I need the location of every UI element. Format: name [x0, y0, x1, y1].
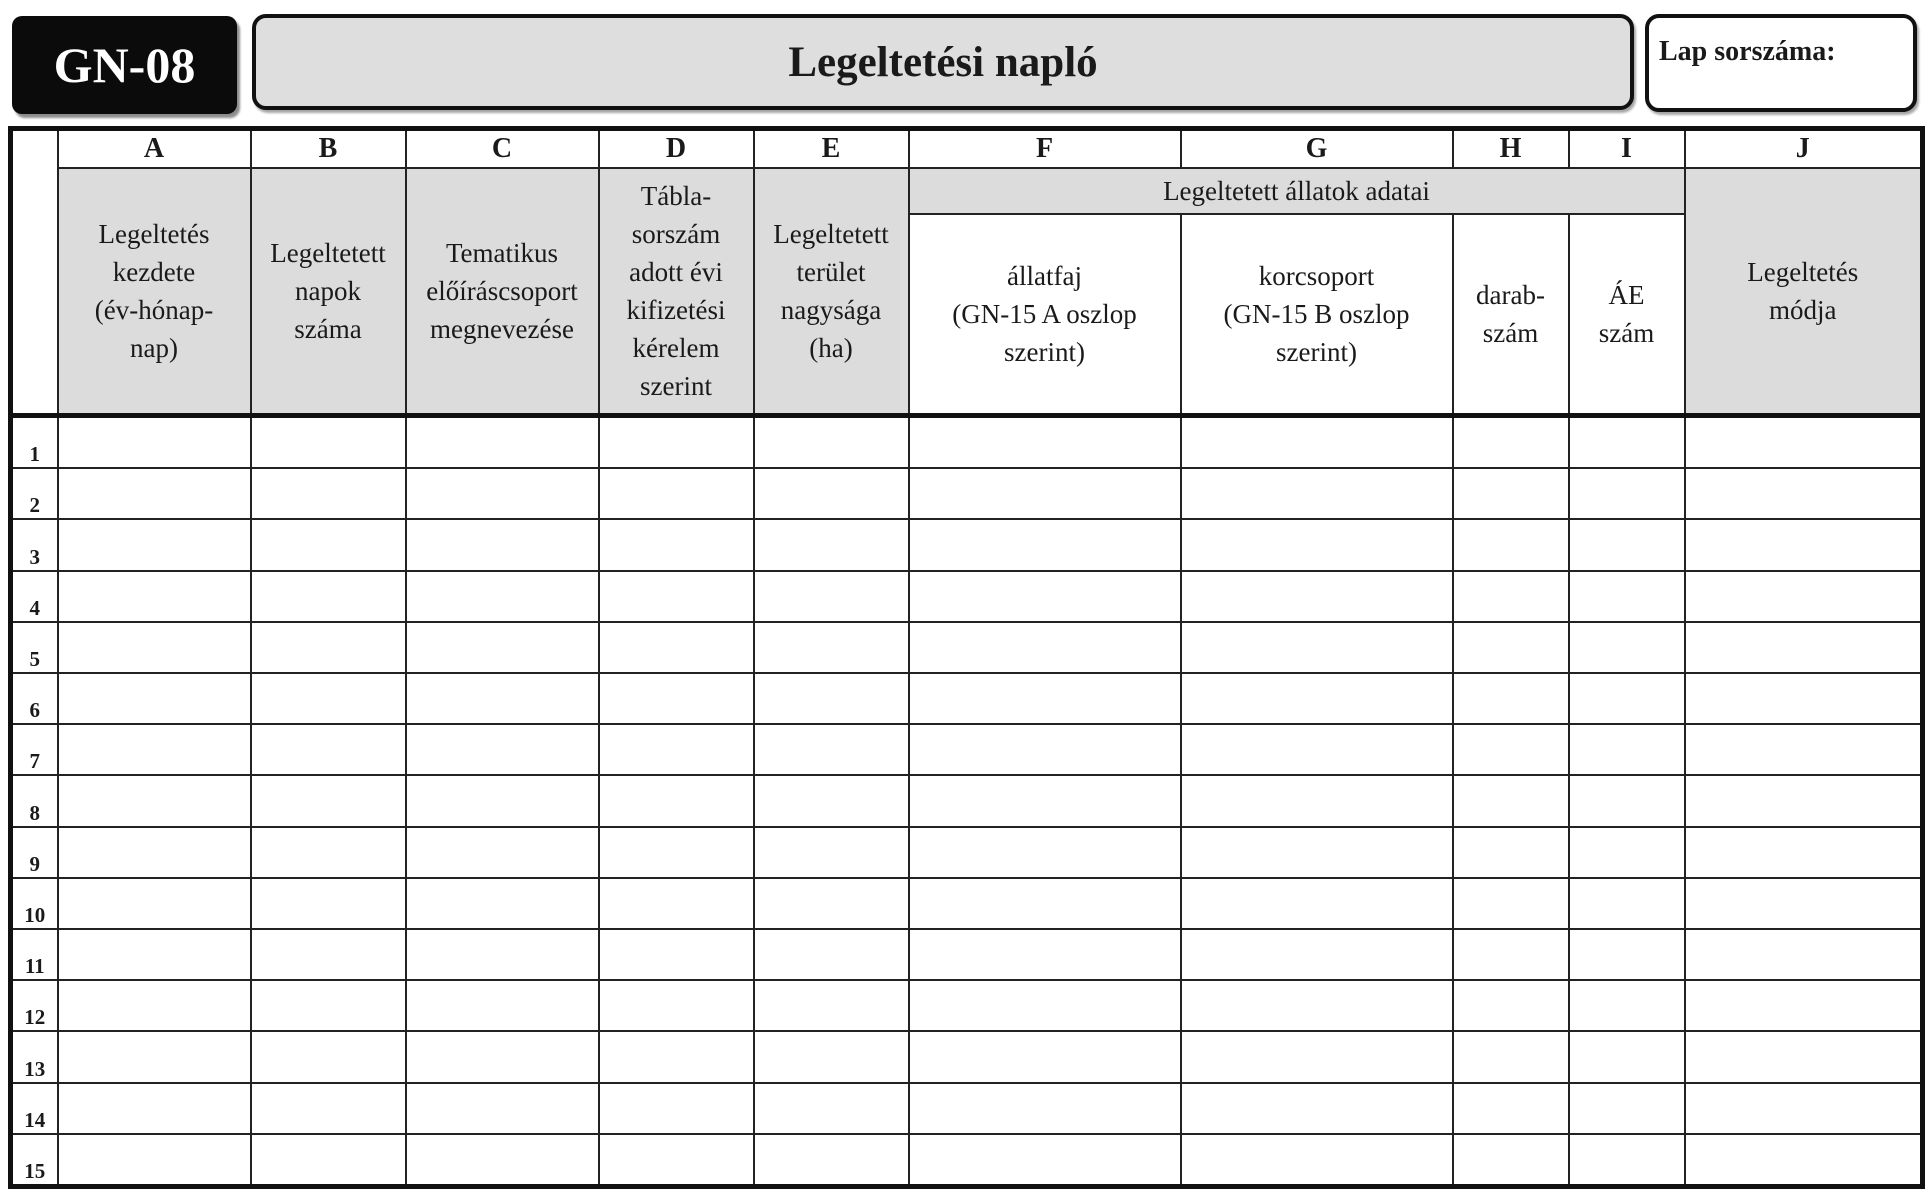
- log-rows: [11, 416, 1923, 1187]
- cell-age-group[interactable]: [1181, 571, 1453, 622]
- cell-method[interactable]: [1685, 519, 1923, 570]
- cell-count[interactable]: [1453, 724, 1569, 775]
- cell-days[interactable]: [251, 929, 406, 980]
- cell-livestock-unit[interactable]: [1569, 929, 1685, 980]
- cell-method[interactable]: [1685, 1134, 1923, 1187]
- cell-livestock-unit[interactable]: [1569, 878, 1685, 929]
- cell-method[interactable]: [1685, 468, 1923, 519]
- cell-method[interactable]: [1685, 622, 1923, 673]
- header-head-count: darab- szám: [1453, 214, 1569, 416]
- form-title: Legeltetési napló: [788, 38, 1098, 86]
- cell-start-date[interactable]: [58, 571, 251, 622]
- cell-start-date[interactable]: [58, 468, 251, 519]
- cell-species[interactable]: [909, 622, 1181, 673]
- cell-count[interactable]: [1453, 980, 1569, 1031]
- cell-livestock-unit[interactable]: [1569, 519, 1685, 570]
- cell-area[interactable]: [754, 980, 909, 1031]
- cell-area[interactable]: [754, 571, 909, 622]
- cell-thematic-group[interactable]: [406, 724, 599, 775]
- cell-days[interactable]: [251, 827, 406, 878]
- cell-livestock-unit[interactable]: [1569, 775, 1685, 826]
- cell-days[interactable]: [251, 519, 406, 570]
- cell-start-date[interactable]: [58, 1083, 251, 1134]
- row-number: 4: [11, 571, 58, 622]
- header-age-group: korcsoport (GN-15 B oszlop szerint): [1181, 214, 1453, 416]
- column-letter-a: A: [58, 129, 251, 169]
- header-grazed-area: Legeltetett terület nagysága (ha): [754, 168, 909, 416]
- row-number: 3: [11, 519, 58, 570]
- row-number: 11: [11, 929, 58, 980]
- cell-livestock-unit[interactable]: [1569, 1134, 1685, 1187]
- cell-species[interactable]: [909, 571, 1181, 622]
- table-row: [11, 878, 1923, 929]
- cell-area[interactable]: [754, 519, 909, 570]
- cell-days[interactable]: [251, 416, 406, 469]
- cell-days[interactable]: [251, 468, 406, 519]
- cell-days[interactable]: [251, 1134, 406, 1187]
- cell-age-group[interactable]: [1181, 980, 1453, 1031]
- cell-species[interactable]: [909, 929, 1181, 980]
- cell-thematic-group[interactable]: [406, 929, 599, 980]
- cell-thematic-group[interactable]: [406, 673, 599, 724]
- cell-area[interactable]: [754, 775, 909, 826]
- cell-count[interactable]: [1453, 775, 1569, 826]
- column-letter-f: F: [909, 129, 1181, 169]
- cell-species[interactable]: [909, 673, 1181, 724]
- table-row: [11, 1083, 1923, 1134]
- cell-species[interactable]: [909, 1083, 1181, 1134]
- cell-parcel[interactable]: [599, 673, 754, 724]
- cell-age-group[interactable]: [1181, 519, 1453, 570]
- row-number: 13: [11, 1031, 58, 1082]
- cell-method[interactable]: [1685, 878, 1923, 929]
- table-row: [11, 468, 1923, 519]
- header-animal-data-group: Legeltetett állatok adatai: [909, 168, 1685, 214]
- cell-age-group[interactable]: [1181, 827, 1453, 878]
- row-number: 7: [11, 724, 58, 775]
- cell-parcel[interactable]: [599, 827, 754, 878]
- cell-age-group[interactable]: [1181, 929, 1453, 980]
- cell-start-date[interactable]: [58, 929, 251, 980]
- cell-days[interactable]: [251, 878, 406, 929]
- cell-thematic-group[interactable]: [406, 1134, 599, 1187]
- cell-parcel[interactable]: [599, 724, 754, 775]
- cell-thematic-group[interactable]: [406, 775, 599, 826]
- table-row: [11, 1134, 1923, 1187]
- cell-species[interactable]: [909, 416, 1181, 469]
- cell-area[interactable]: [754, 673, 909, 724]
- cell-thematic-group[interactable]: [406, 878, 599, 929]
- cell-livestock-unit[interactable]: [1569, 673, 1685, 724]
- cell-species[interactable]: [909, 980, 1181, 1031]
- row-number: 9: [11, 827, 58, 878]
- cell-method[interactable]: [1685, 1031, 1923, 1082]
- table-row: [11, 416, 1923, 469]
- header-grazing-method: Legeltetés módja: [1685, 168, 1923, 416]
- cell-parcel[interactable]: [599, 416, 754, 469]
- cell-count[interactable]: [1453, 468, 1569, 519]
- cell-thematic-group[interactable]: [406, 1083, 599, 1134]
- table-row: [11, 929, 1923, 980]
- table-row: [11, 571, 1923, 622]
- header-livestock-unit: ÁE szám: [1569, 214, 1685, 416]
- header-grazing-start: Legeltetés kezdete (év-hónap- nap): [58, 168, 251, 416]
- table-row: [11, 622, 1923, 673]
- table-row: [11, 980, 1923, 1031]
- cell-method[interactable]: [1685, 929, 1923, 980]
- row-number: 15: [11, 1134, 58, 1187]
- cell-start-date[interactable]: [58, 673, 251, 724]
- cell-livestock-unit[interactable]: [1569, 827, 1685, 878]
- cell-parcel[interactable]: [599, 980, 754, 1031]
- column-letter-h: H: [1453, 129, 1569, 169]
- cell-start-date[interactable]: [58, 878, 251, 929]
- sheet-number-box[interactable]: [1645, 14, 1917, 112]
- cell-parcel[interactable]: [599, 775, 754, 826]
- cell-start-date[interactable]: [58, 827, 251, 878]
- cell-start-date[interactable]: [58, 519, 251, 570]
- column-letter-i: I: [1569, 129, 1685, 169]
- row-number: 6: [11, 673, 58, 724]
- form-code-badge: [12, 16, 237, 114]
- cell-parcel[interactable]: [599, 622, 754, 673]
- header-grazing-days: Legeltetett napok száma: [251, 168, 406, 416]
- cell-thematic-group[interactable]: [406, 1031, 599, 1082]
- cell-method[interactable]: [1685, 980, 1923, 1031]
- cell-count[interactable]: [1453, 1031, 1569, 1082]
- row-number: 2: [11, 468, 58, 519]
- cell-age-group[interactable]: [1181, 416, 1453, 469]
- cell-method[interactable]: [1685, 775, 1923, 826]
- row-number-corner: [11, 129, 58, 416]
- cell-method[interactable]: [1685, 416, 1923, 469]
- grazing-log-table: [8, 126, 1925, 1189]
- cell-species[interactable]: [909, 1031, 1181, 1082]
- cell-age-group[interactable]: [1181, 1031, 1453, 1082]
- cell-age-group[interactable]: [1181, 878, 1453, 929]
- cell-livestock-unit[interactable]: [1569, 724, 1685, 775]
- cell-parcel[interactable]: [599, 1134, 754, 1187]
- cell-species[interactable]: [909, 1134, 1181, 1187]
- cell-thematic-group[interactable]: [406, 622, 599, 673]
- cell-days[interactable]: [251, 622, 406, 673]
- cell-species[interactable]: [909, 468, 1181, 519]
- cell-days[interactable]: [251, 980, 406, 1031]
- cell-thematic-group[interactable]: [406, 519, 599, 570]
- sheet-number-label: Lap sorszáma:: [1659, 36, 1836, 67]
- header-parcel-number: Tábla- sorszám adott évi kifizetési kérelem szerint: [599, 168, 754, 416]
- cell-count[interactable]: [1453, 929, 1569, 980]
- cell-start-date[interactable]: [58, 980, 251, 1031]
- row-number: 5: [11, 622, 58, 673]
- cell-area[interactable]: [754, 468, 909, 519]
- cell-parcel[interactable]: [599, 1083, 754, 1134]
- cell-days[interactable]: [251, 571, 406, 622]
- row-number: 10: [11, 878, 58, 929]
- table-row: [11, 519, 1923, 570]
- cell-area[interactable]: [754, 622, 909, 673]
- column-letter-j: J: [1685, 129, 1923, 169]
- cell-age-group[interactable]: [1181, 468, 1453, 519]
- cell-method[interactable]: [1685, 827, 1923, 878]
- form-code: GN-08: [53, 37, 196, 93]
- cell-area[interactable]: [754, 1083, 909, 1134]
- cell-age-group[interactable]: [1181, 622, 1453, 673]
- cell-start-date[interactable]: [58, 622, 251, 673]
- cell-days[interactable]: [251, 1083, 406, 1134]
- cell-species[interactable]: [909, 775, 1181, 826]
- cell-livestock-unit[interactable]: [1569, 1083, 1685, 1134]
- cell-parcel[interactable]: [599, 519, 754, 570]
- cell-thematic-group[interactable]: [406, 416, 599, 469]
- table-row: [11, 673, 1923, 724]
- row-number: 12: [11, 980, 58, 1031]
- cell-age-group[interactable]: [1181, 1134, 1453, 1187]
- cell-start-date[interactable]: [58, 724, 251, 775]
- form-title-box: [252, 14, 1634, 110]
- cell-count[interactable]: [1453, 416, 1569, 469]
- cell-method[interactable]: [1685, 571, 1923, 622]
- cell-livestock-unit[interactable]: [1569, 571, 1685, 622]
- cell-thematic-group[interactable]: [406, 980, 599, 1031]
- cell-thematic-group[interactable]: [406, 468, 599, 519]
- cell-species[interactable]: [909, 724, 1181, 775]
- cell-livestock-unit[interactable]: [1569, 468, 1685, 519]
- header-species: állatfaj (GN-15 A oszlop szerint): [909, 214, 1181, 416]
- cell-method[interactable]: [1685, 1083, 1923, 1134]
- cell-parcel[interactable]: [599, 878, 754, 929]
- cell-parcel[interactable]: [599, 571, 754, 622]
- cell-thematic-group[interactable]: [406, 827, 599, 878]
- cell-count[interactable]: [1453, 519, 1569, 570]
- cell-method[interactable]: [1685, 724, 1923, 775]
- table-row: [11, 724, 1923, 775]
- cell-species[interactable]: [909, 878, 1181, 929]
- cell-species[interactable]: [909, 519, 1181, 570]
- cell-area[interactable]: [754, 724, 909, 775]
- column-letter-d: D: [599, 129, 754, 169]
- cell-age-group[interactable]: [1181, 1083, 1453, 1134]
- cell-days[interactable]: [251, 1031, 406, 1082]
- column-letter-row: [11, 129, 1923, 169]
- cell-age-group[interactable]: [1181, 775, 1453, 826]
- header-thematic-group: Tematikus előíráscsoport megnevezése: [406, 168, 599, 416]
- cell-days[interactable]: [251, 724, 406, 775]
- column-letter-g: G: [1181, 129, 1453, 169]
- row-number: 14: [11, 1083, 58, 1134]
- column-header-row: [11, 168, 1923, 214]
- column-letter-e: E: [754, 129, 909, 169]
- cell-thematic-group[interactable]: [406, 571, 599, 622]
- cell-area[interactable]: [754, 416, 909, 469]
- cell-parcel[interactable]: [599, 1031, 754, 1082]
- cell-livestock-unit[interactable]: [1569, 1031, 1685, 1082]
- row-number: 1: [11, 416, 58, 469]
- cell-count[interactable]: [1453, 1134, 1569, 1187]
- cell-parcel[interactable]: [599, 468, 754, 519]
- cell-parcel[interactable]: [599, 929, 754, 980]
- cell-area[interactable]: [754, 827, 909, 878]
- cell-area[interactable]: [754, 1031, 909, 1082]
- cell-age-group[interactable]: [1181, 673, 1453, 724]
- table-row: [11, 827, 1923, 878]
- cell-start-date[interactable]: [58, 1134, 251, 1187]
- cell-area[interactable]: [754, 878, 909, 929]
- cell-area[interactable]: [754, 929, 909, 980]
- cell-livestock-unit[interactable]: [1569, 622, 1685, 673]
- table-row: [11, 775, 1923, 826]
- cell-count[interactable]: [1453, 1083, 1569, 1134]
- column-letter-c: C: [406, 129, 599, 169]
- cell-count[interactable]: [1453, 622, 1569, 673]
- cell-count[interactable]: [1453, 571, 1569, 622]
- table-row: [11, 1031, 1923, 1082]
- row-number: 8: [11, 775, 58, 826]
- cell-start-date[interactable]: [58, 1031, 251, 1082]
- cell-days[interactable]: [251, 673, 406, 724]
- cell-days[interactable]: [251, 775, 406, 826]
- cell-count[interactable]: [1453, 827, 1569, 878]
- cell-method[interactable]: [1685, 673, 1923, 724]
- column-letter-b: B: [251, 129, 406, 169]
- cell-age-group[interactable]: [1181, 724, 1453, 775]
- cell-count[interactable]: [1453, 673, 1569, 724]
- cell-count[interactable]: [1453, 878, 1569, 929]
- cell-livestock-unit[interactable]: [1569, 416, 1685, 469]
- cell-livestock-unit[interactable]: [1569, 980, 1685, 1031]
- cell-start-date[interactable]: [58, 775, 251, 826]
- cell-area[interactable]: [754, 1134, 909, 1187]
- cell-start-date[interactable]: [58, 416, 251, 469]
- cell-species[interactable]: [909, 827, 1181, 878]
